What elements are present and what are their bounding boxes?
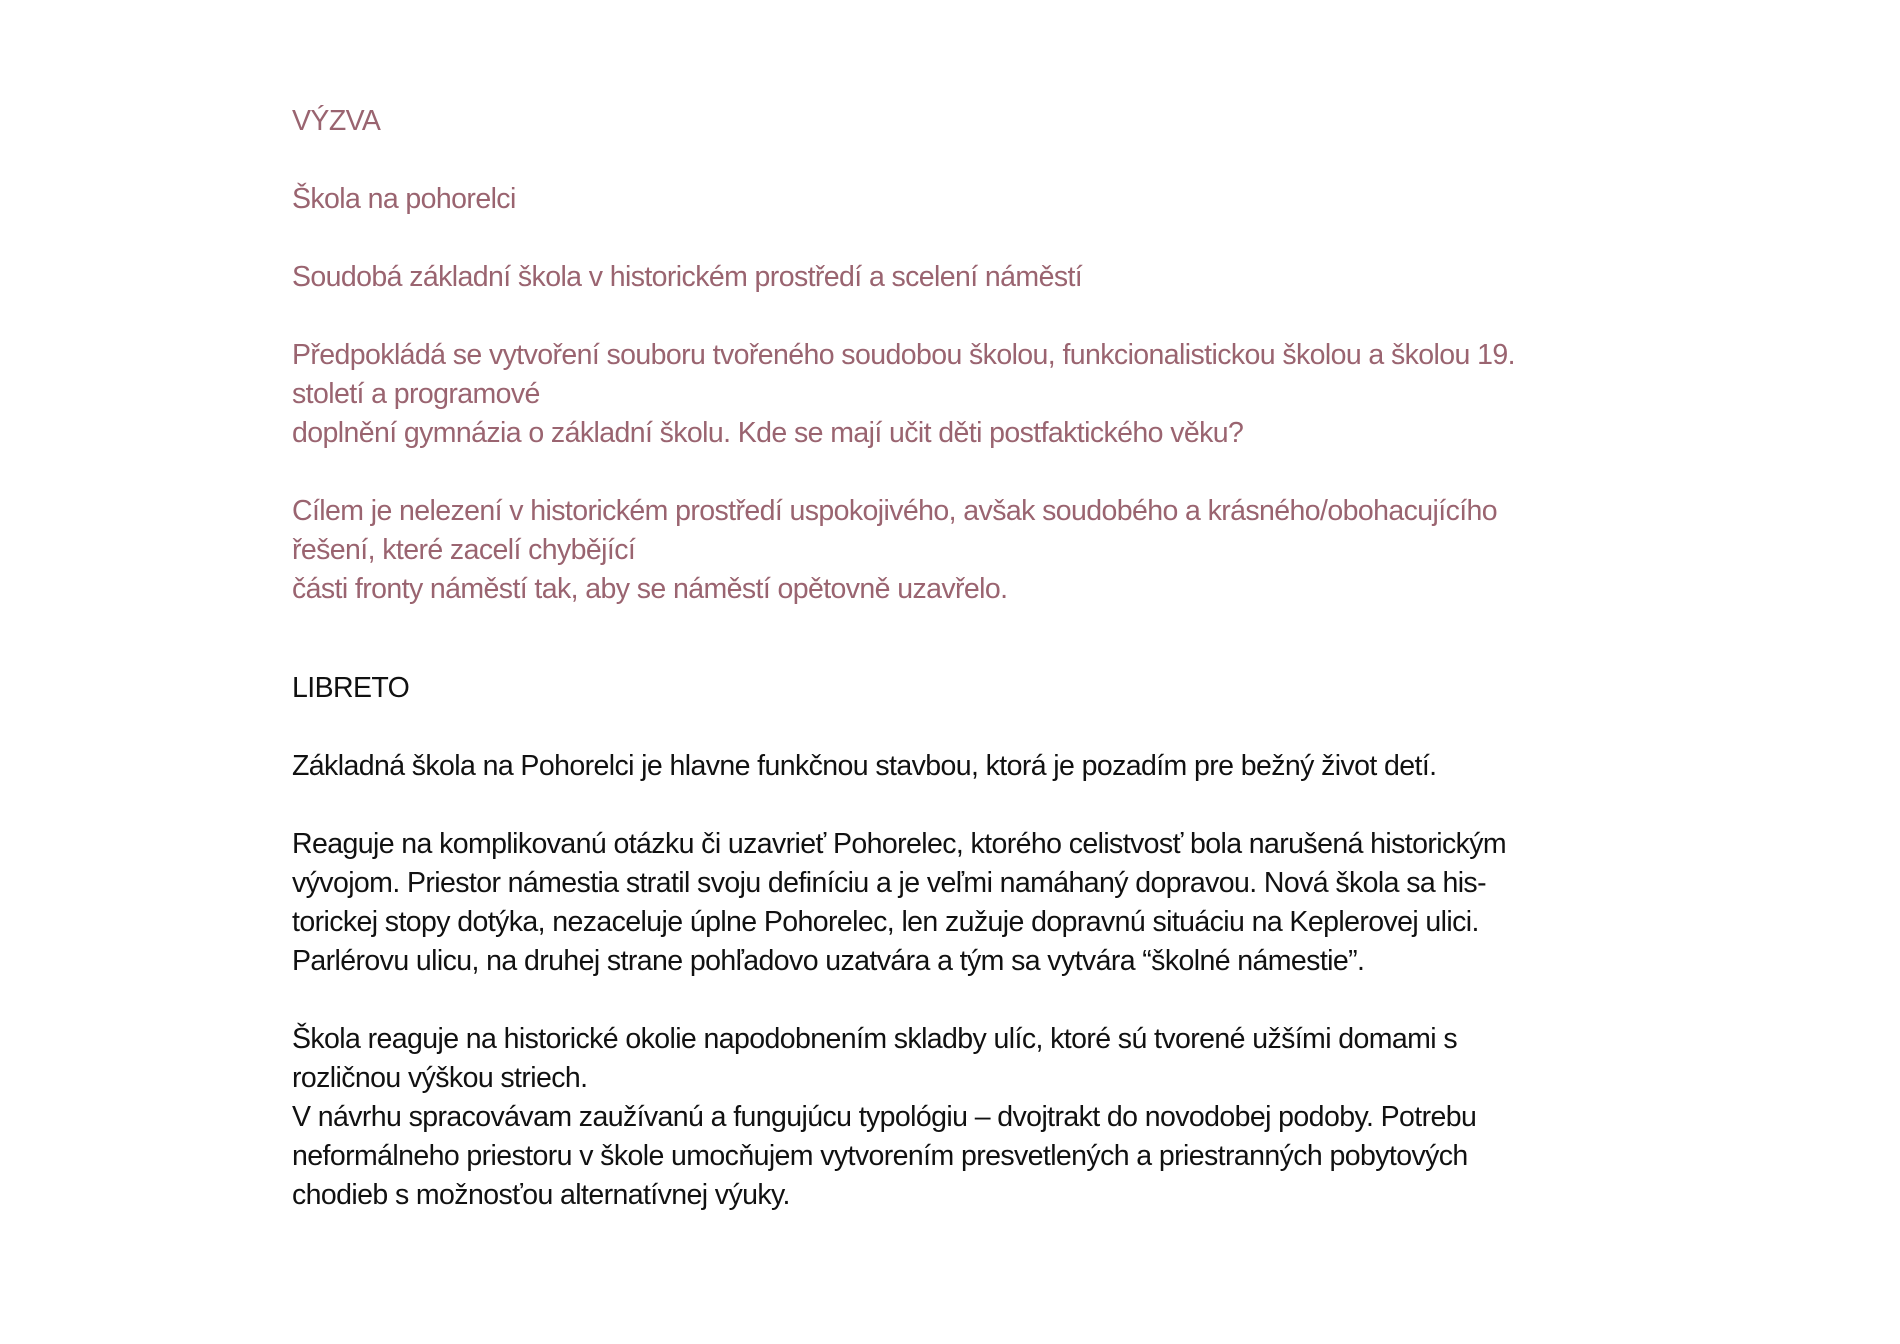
vyzva-subtitle: Soudobá základní škola v historickém prostředí a scelení náměstí bbox=[292, 261, 1083, 293]
vyzva-heading: VÝZVA bbox=[292, 105, 381, 137]
document-page bbox=[292, 102, 1622, 1215]
libreto-section bbox=[292, 669, 1622, 1215]
text-line: neformálneho priestoru v škole umocňujem vytvorením presvetlených a priestranných pobytových bbox=[292, 1140, 1468, 1172]
libreto-paragraph-2 bbox=[292, 825, 1622, 981]
vyzva-section bbox=[292, 102, 1622, 609]
vyzva-paragraph-2 bbox=[292, 492, 1622, 609]
libreto-paragraph-1: Základná škola na Pohorelci je hlavne funkčnou stavbou, ktorá je pozadím pre bežný život detí. bbox=[292, 750, 1437, 782]
text-line: torickej stopy dotýka, nezaceluje úplne Pohorelec, len zužuje dopravnú situáciu na Keplerovej ulici. bbox=[292, 906, 1479, 938]
libreto-heading: LIBRETO bbox=[292, 672, 410, 704]
vyzva-paragraph-1 bbox=[292, 336, 1622, 453]
text-line: vývojom. Priestor námestia stratil svoju definíciu a je veľmi namáhaný dopravou. Nová škola sa his- bbox=[292, 867, 1486, 899]
libreto-paragraph-4 bbox=[292, 1098, 1622, 1215]
text-line: části fronty náměstí tak, aby se náměstí opětovně uzavřelo. bbox=[292, 573, 1008, 605]
text-line: doplnění gymnázia o základní školu. Kde se mají učit děti postfaktického věku? bbox=[292, 417, 1244, 449]
text-line: V návrhu spracovávam zaužívanú a fungujúcu typológiu – dvojtrakt do novodobej podoby. Potrebu bbox=[292, 1101, 1477, 1133]
text-line: rozličnou výškou striech. bbox=[292, 1062, 588, 1094]
text-line: Cílem je nelezení v historickém prostředí uspokojivého, avšak soudobého a krásného/obohacujícího bbox=[292, 495, 1498, 527]
text-line: století a programové bbox=[292, 378, 540, 410]
text-line: řešení, které zacelí chybějící bbox=[292, 534, 636, 566]
text-line: Předpokládá se vytvoření souboru tvořeného soudobou školou, funkcionalistickou školou a školou 19. bbox=[292, 339, 1515, 371]
vyzva-title: Škola na pohorelci bbox=[292, 183, 516, 215]
text-line: Reaguje na komplikovanú otázku či uzavrieť Pohorelec, ktorého celistvosť bola narušená historickým bbox=[292, 828, 1507, 860]
libreto-paragraph-3 bbox=[292, 1020, 1622, 1098]
text-line: Parlérovu ulicu, na druhej strane pohľadovo uzatvára a tým sa vytvára “školné námestie”. bbox=[292, 945, 1365, 977]
text-line: Škola reaguje na historické okolie napodobnením skladby ulíc, ktoré sú tvorené užšími domami s bbox=[292, 1023, 1457, 1055]
text-line: chodieb s možnosťou alternatívnej výuky. bbox=[292, 1179, 790, 1211]
